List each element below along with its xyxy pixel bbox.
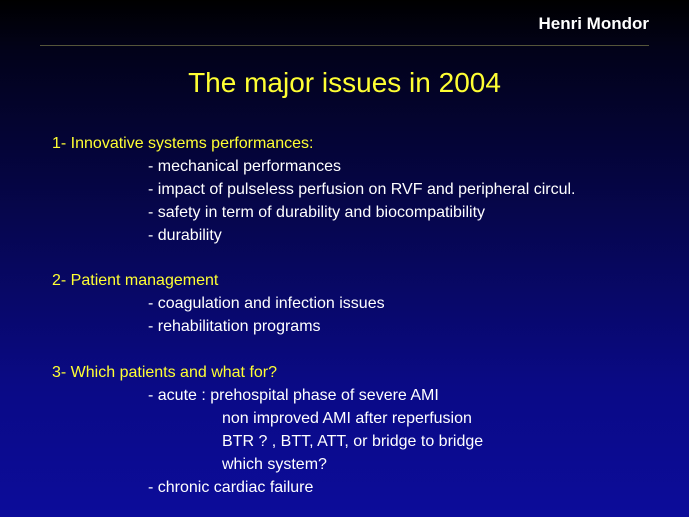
section-2-item: - coagulation and infection issues — [148, 295, 385, 312]
section-2-heading: 2- Patient management — [52, 272, 219, 289]
section-3-subitem: BTR ? , BTT, ATT, or bridge to bridge — [222, 433, 484, 450]
section-1-item: - durability — [148, 227, 222, 244]
section-3-item: - chronic cardiac failure — [148, 479, 314, 496]
section-3-heading: 3- Which patients and what for? — [52, 364, 278, 381]
section-2-item: - rehabilitation programs — [148, 318, 321, 335]
section-3-item: - acute : prehospital phase of severe AMI — [148, 387, 439, 404]
section-1-item: - impact of pulseless perfusion on RVF and peripheral circul. — [148, 181, 576, 198]
header-divider — [40, 45, 649, 46]
institution-label: Henri Mondor — [538, 14, 649, 33]
section-3-subitem: which system? — [222, 456, 327, 473]
section-1-item: - mechanical performances — [148, 158, 341, 175]
slide-title: The major issues in 2004 — [188, 67, 501, 98]
section-1-heading: 1- Innovative systems performances: — [52, 135, 314, 152]
section-3-subitem: non improved AMI after reperfusion — [222, 410, 472, 427]
section-1-item: - safety in term of durability and biocompatibility — [148, 204, 486, 221]
